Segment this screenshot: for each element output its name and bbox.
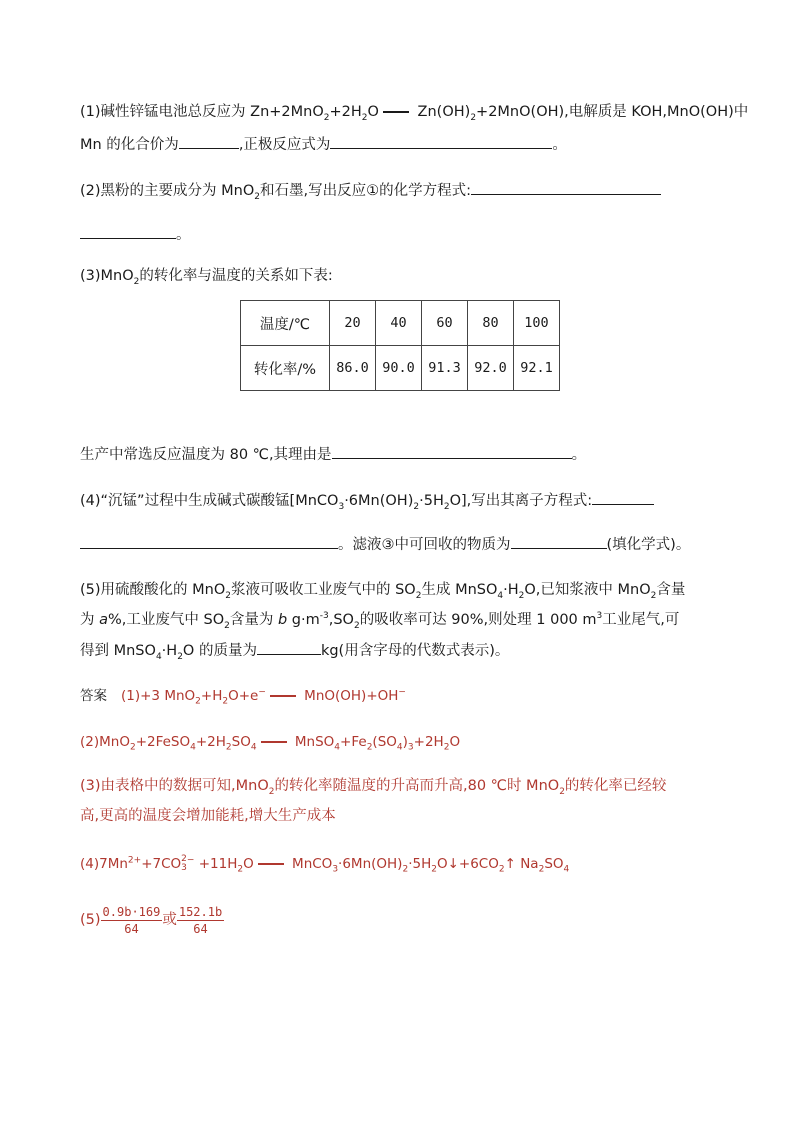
variable-a: a xyxy=(99,612,108,628)
q5-text: O,已知浆液中 MnO xyxy=(524,582,651,598)
q5-text: 得到 MnSO xyxy=(80,643,156,659)
q4-text: ·5H xyxy=(419,493,444,509)
q1-text: (1)碱性锌锰电池总反应为 Zn+2MnO xyxy=(80,104,324,120)
answer-text: (1)+3 MnO xyxy=(121,688,196,704)
equals-arrow-icon xyxy=(270,695,296,697)
answer-4: $(4)7Mn^{2+}+7CO2$ $3^- +11H_2O$ $MnCO_3\cdot 6Mn(OH)_2\cdot 5H_2O↓+6CO_2↑$ $Na_2SO_4$ xyxy=(80,854,570,875)
fraction-2 xyxy=(177,904,224,937)
answer-1 xyxy=(80,686,406,706)
q2-text: (2)黑粉的主要成分为 MnO xyxy=(80,183,255,199)
answer-3-line2 xyxy=(80,806,336,826)
table-cell: 92.0 xyxy=(468,346,514,391)
q5-text: ,SO xyxy=(328,612,354,628)
q1-text: Zn(OH) xyxy=(412,104,471,120)
q1-text: +2H xyxy=(329,104,362,120)
answer-text: (5) xyxy=(80,912,101,928)
q4-text: (填化学式)。 xyxy=(606,537,691,553)
table-cell: 20 xyxy=(330,301,376,346)
q5-line2: 为 a%,工业废气中 $SO_2$含量为 b $g\cdot m^{-3},SO_2$的吸收率可达 90%,则处理 1 000 $m^3$工业尾气,可 xyxy=(80,611,680,631)
fraction-denominator: 64 xyxy=(124,921,139,936)
q5-text: g·m xyxy=(287,612,320,628)
answer-text: +11H xyxy=(194,856,238,872)
q2-line1: (2)黑粉的主要成分为 MnO$_2$和石墨,写出反应①的化学方程式: xyxy=(80,180,661,201)
answer-2: $(2)MnO_2+2FeSO_4+2H_2SO_4$ $MnSO_4+Fe_2(SO_4)_3+2H_2O$ xyxy=(80,734,461,753)
answer-text: (2)MnO xyxy=(80,734,130,750)
answer-text: +H xyxy=(200,688,223,704)
answer-text: +2H xyxy=(195,734,226,750)
variable-b: b xyxy=(277,612,288,628)
q2-text: 。 xyxy=(176,227,191,243)
q1-text: ,正极反应式为 xyxy=(238,137,331,153)
answer-blank[interactable] xyxy=(179,134,239,149)
answer-text: ·5H xyxy=(408,856,432,872)
q5-text: kg(用含字母的代数式表示)。 xyxy=(320,643,510,659)
answer-blank[interactable] xyxy=(80,534,338,549)
q5-text: ·H xyxy=(503,582,519,598)
q4-text: O],写出其离子方程式: xyxy=(449,493,593,509)
answer-3-line1: (3)由表格中的数据可知,MnO$_2$的转化率随温度的升高而升高,80 ℃时 MnO$_2$的转化率已经较 xyxy=(80,778,667,797)
answer-text: 的转化率已经较 xyxy=(564,778,667,794)
answer-blank[interactable] xyxy=(330,134,552,149)
q5-text: ·H xyxy=(161,643,178,659)
q5-text: %,工业废气中 SO xyxy=(108,612,225,628)
q4-line2 xyxy=(80,534,690,555)
answer-5 xyxy=(80,902,224,938)
answer-blank[interactable] xyxy=(511,534,607,549)
q1-line1: (1)碱性锌锰电池总反应为 $Zn+2MnO_2+2H_2O$ $Zn(OH)_2+2MnO(OH)$,电解质是 KOH,MnO(OH)中 xyxy=(80,104,749,123)
answer-blank[interactable] xyxy=(80,224,176,239)
answer-text: (4)7Mn xyxy=(80,856,128,872)
q3-text: 的转化率与温度的关系如下表: xyxy=(139,268,333,284)
q1-text: Mn 的化合价为 xyxy=(80,137,179,153)
answer-text: 高,更高的温度会增加能耗,增大生产成本 xyxy=(80,808,336,824)
charge-subscript: 2 3 xyxy=(181,854,187,873)
q5-line3: 得到 $MnSO_4\cdot H_2O$ 的质量为 kg(用含字母的代数式表示)。 xyxy=(80,640,509,661)
answer-text: 或 xyxy=(162,912,177,928)
answer-text: MnSO xyxy=(290,734,335,750)
answer-text: MnCO xyxy=(287,856,333,872)
q3-text: 。 xyxy=(571,447,587,463)
equals-arrow-icon xyxy=(258,863,284,865)
answer-text: +2FeSO xyxy=(135,734,191,750)
equals-arrow-icon xyxy=(261,741,287,743)
q1-text: 。 xyxy=(552,137,567,153)
q5-text: 的吸收率可达 90%,则处理 1 000 m xyxy=(359,612,597,628)
q4-line1: (4)“沉锰”过程中生成碱式碳酸锰$[MnCO_3\cdot 6Mn(OH)_2\cdot 5H_2O]$,写出其离子方程式: xyxy=(80,490,654,511)
table-cell: 100 xyxy=(514,301,560,346)
q5-text: O 的质量为 xyxy=(182,643,257,659)
answer-blank[interactable] xyxy=(471,180,661,195)
answer-text: +Fe xyxy=(340,734,367,750)
answer-text: MnO(OH)+OH xyxy=(299,688,399,704)
table-cell: 80 xyxy=(468,301,514,346)
table-cell: 91.3 xyxy=(422,346,468,391)
q1-line2 xyxy=(80,134,567,155)
fraction-numerator: 152.1b xyxy=(178,904,223,919)
table-cell: 86.0 xyxy=(330,346,376,391)
q5-text: 生成 MnSO xyxy=(421,582,498,598)
answer-text: O↓+6CO xyxy=(436,856,499,872)
q5-text: 含量 xyxy=(656,582,686,598)
q3-text: (3)MnO xyxy=(80,268,134,284)
q5-text: 为 xyxy=(80,612,100,628)
answer-text: 的转化率随温度的升高而升高,80 ℃时 MnO xyxy=(274,778,560,794)
fraction-numerator: 0.9b·169 xyxy=(102,904,161,919)
q2-text: 和石墨,写出反应①的化学方程式: xyxy=(260,183,471,199)
answer-label: 答案 xyxy=(80,688,107,704)
table-cell: 60 xyxy=(422,301,468,346)
q5-text: (5)用硫酸酸化的 MnO xyxy=(80,582,226,598)
q5-text: 工业尾气,可 xyxy=(602,612,680,628)
q1-text: +2MnO(OH),电解质是 KOH,MnO(OH)中 xyxy=(476,104,749,120)
table-cell: 92.1 xyxy=(514,346,560,391)
fraction-denominator: 64 xyxy=(193,921,208,936)
fraction-1 xyxy=(101,904,163,937)
table-header-cell: 温度/℃ xyxy=(241,301,330,346)
table-row xyxy=(241,346,560,391)
q1-text: O xyxy=(367,104,379,120)
answer-text: ) xyxy=(402,734,408,750)
equals-arrow-icon xyxy=(383,111,409,113)
table-cell: 90.0 xyxy=(376,346,422,391)
answer-text: (3)由表格中的数据可知,MnO xyxy=(80,778,269,794)
q5-line1: (5)用硫酸酸化的 MnO$_2$浆液可吸收工业废气中的 $SO_2$生成 $MnSO_4\cdot H_2O$,已知浆液中 MnO$_2$含量 xyxy=(80,582,686,601)
answer-text: ↑ Na xyxy=(504,856,539,872)
answer-blank[interactable] xyxy=(592,490,654,505)
answer-text: O+e xyxy=(228,688,259,704)
answer-text: ·6Mn(OH) xyxy=(338,856,403,872)
q3-text: 生产中常选反应温度为 80 ℃,其理由是 xyxy=(80,447,332,463)
table-row xyxy=(241,301,560,346)
q4-text: 。滤液③中可回收的物质为 xyxy=(338,537,511,553)
q2-line2 xyxy=(80,224,191,245)
q3-after xyxy=(80,444,586,465)
answer-1-text: (1)+3 $MnO_2+H_2O+e^-$ MnO(OH)+OH− xyxy=(121,687,406,707)
answer-text: +2H xyxy=(413,734,444,750)
answer-text: (SO xyxy=(372,734,397,750)
q3-intro: (3)MnO$_2$的转化率与温度的关系如下表: xyxy=(80,268,333,287)
answer-text: SO xyxy=(231,734,251,750)
answer-text: O xyxy=(449,734,461,750)
answer-blank[interactable] xyxy=(257,640,321,655)
table-header-cell: 转化率/% xyxy=(241,346,330,391)
answer-text: +7CO xyxy=(141,856,182,872)
q5-text: 浆液可吸收工业废气中的 SO xyxy=(231,582,416,598)
answer-text: O xyxy=(243,856,254,872)
answer-blank[interactable] xyxy=(332,444,572,459)
q4-text: ·6Mn(OH) xyxy=(344,493,414,509)
conversion-rate-table xyxy=(240,300,560,391)
q5-text: 含量为 xyxy=(229,612,278,628)
q4-text: (4)“沉锰”过程中生成碱式碳酸锰[MnCO xyxy=(80,493,339,509)
table-cell: 40 xyxy=(376,301,422,346)
answer-text: SO xyxy=(544,856,564,872)
